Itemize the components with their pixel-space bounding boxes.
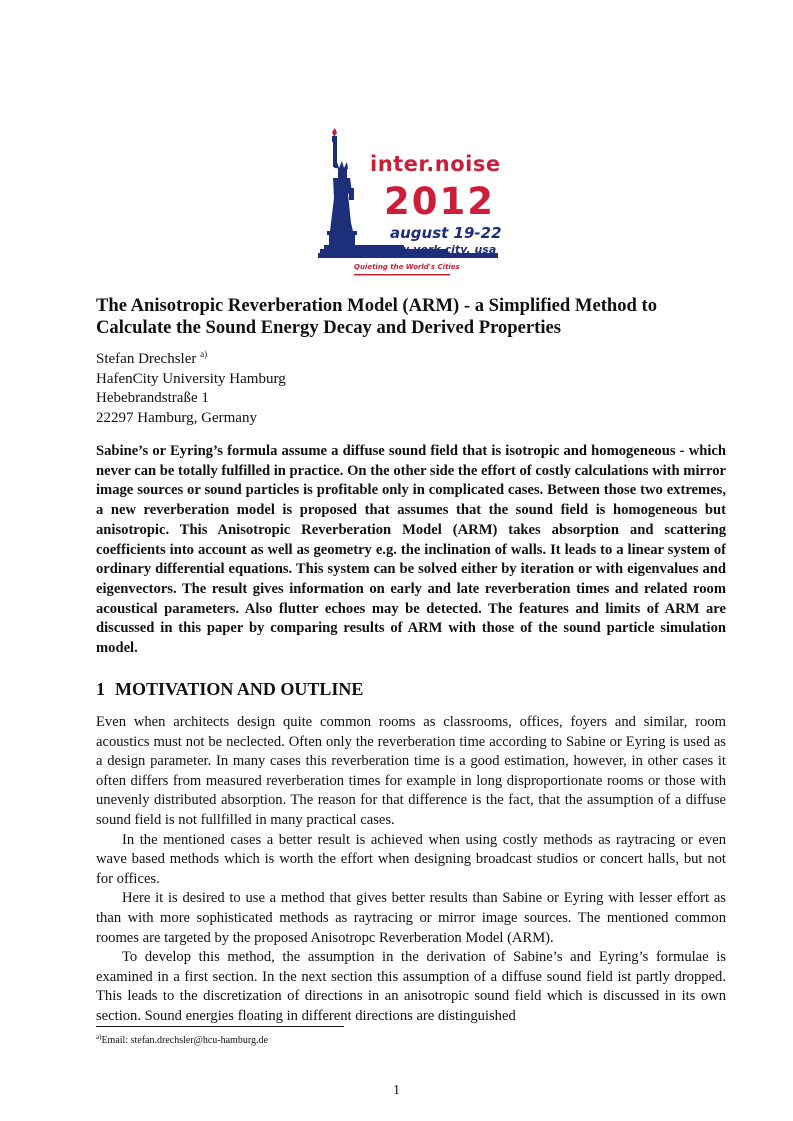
logo-tagline: Quieting the World's Cities	[354, 263, 460, 271]
page-number: 1	[393, 1083, 400, 1098]
footnote-marker: a)	[96, 1033, 102, 1041]
logo-year: 2012	[384, 180, 495, 223]
logo-name: inter.noise	[370, 152, 501, 176]
footnote	[96, 1031, 268, 1047]
section-body	[96, 713, 726, 1027]
paper-title: The Anisotropic Reverberation Model (ARM) - a Simplified Method to Calculate the Sound Energy Decay and Derived Properties	[96, 295, 658, 338]
section-title: MOTIVATION AND OUTLINE	[115, 679, 364, 699]
paragraph: In the mentioned cases a better result is achieved when using costly methods as raytracing or even wave based methods which is worth the effort when designing broadcast studios or concert halls, but not for offices.	[96, 831, 726, 887]
logo-dates: august 19-22	[390, 224, 502, 242]
author-footnote-marker: a)	[200, 349, 208, 359]
author-city: 22297 Hamburg, Germany	[96, 409, 257, 426]
author-block	[96, 345, 286, 428]
section-number: 1	[96, 679, 105, 699]
paragraph: Even when architects design quite common rooms as classrooms, offices, foyers and similar, room acoustics must not be neclected. Often only the reverberation time according to Sabine or Eyring is used as a design parameter. In many cases this reverberation time is a good estimation, however, in other cases it often differs from measured reverberation times for example in long disproportionate rooms or those with unevenly distributed absorption. The reason for that difference is the fact, that the assumption of a diffuse sound field is not fullfilled in many practical cases.	[96, 714, 726, 828]
conference-logo	[318, 128, 508, 276]
abstract: Sabine’s or Eyring’s formula assume a diffuse sound field that is isotropic and homogeneous - which never can be totally fulfilled in practice. On the other side the effort of costly calculations with mirror image sources or sound particles is profitable only in complicated cases. Between those two extremes, a new reverberation model is proposed that assumes that the sound field is homogeneous but anisotropic. This Anisotropic Reverberation Model (ARM) takes absorption and scattering coefficients into account as well as geometry e.g. the inclination of walls. It leads to a linear system of ordinary differential equations. This system can be solved either by iteration or with eigenvalues and eigenvectors. The result gives information on early and late reverberation times and related room acoustical parameters. Also flutter echoes may be detected. The features and limits of ARM are discussed in this paper by comparing results of ARM with those of the sound particle simulation model.	[96, 443, 726, 657]
logo-location: new york city, usa	[384, 243, 497, 256]
footnote-text: Email: stefan.drechsler@hcu-hamburg.de	[101, 1035, 268, 1046]
author-line	[96, 345, 286, 370]
author-name: Stefan Drechsler	[96, 351, 197, 367]
author-street: Hebebrandstraße 1	[96, 390, 209, 407]
paragraph: To develop this method, the assumption in the derivation of Sabine’s and Eyring’s formulae is examined in a first section. In the next section this assumption of a diffuse sound field ist partly dropped. This leads to the discretization of directions in an anisotropic sound field which is discussed in its own section. Sound energies floating in different directions are distinguished	[96, 949, 726, 1024]
author-affiliation: HafenCity University Hamburg	[96, 370, 286, 387]
section-heading	[96, 678, 363, 700]
paragraph: Here it is desired to use a method that gives better results than Sabine or Eyring with lesser effort as than with more sophisticated methods as raytracing or mirror image sources. The mentioned common roomes are targeted by the proposed Anisotropc Reverberation Model (ARM).	[96, 890, 726, 946]
footnote-rule	[96, 1026, 344, 1027]
